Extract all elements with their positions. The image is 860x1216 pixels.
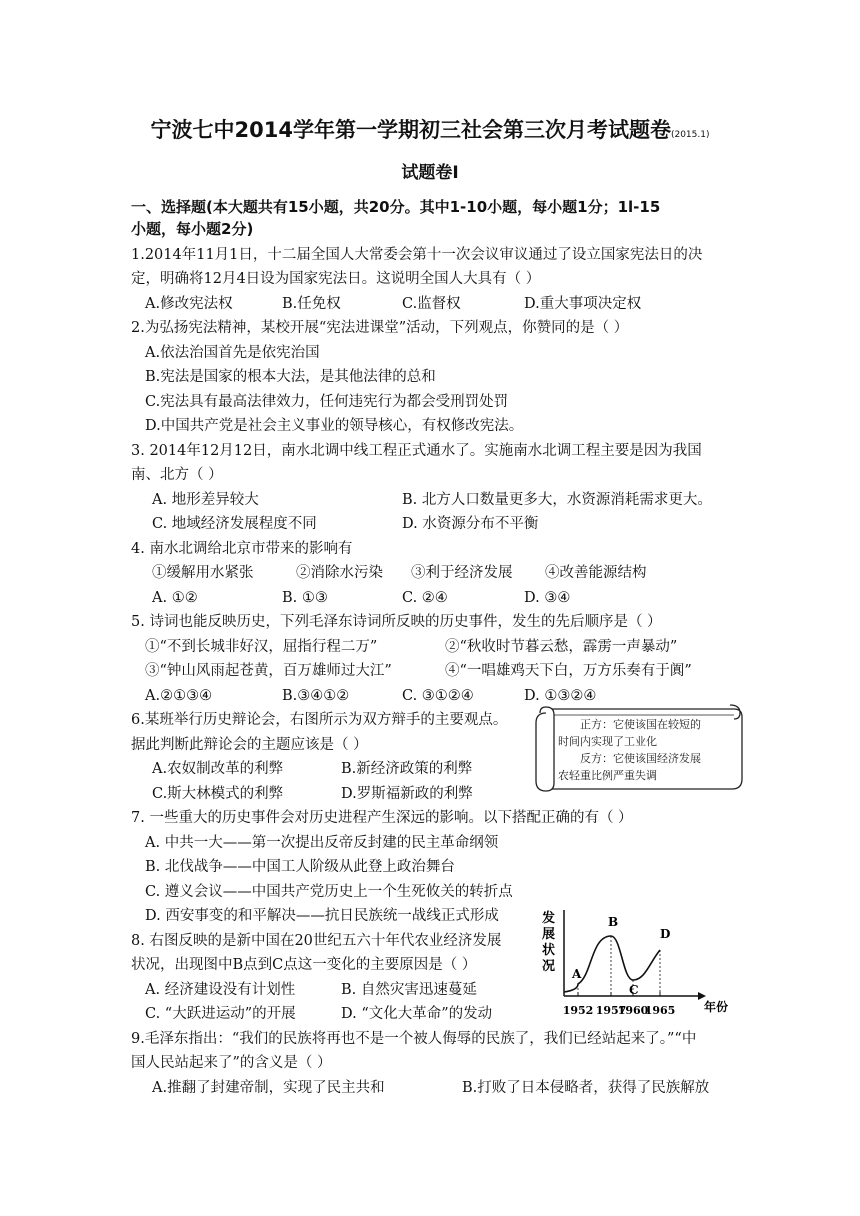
q5-option-a: A.②①③④ — [145, 688, 213, 704]
q4-item-2: ②消除水污染 — [296, 565, 383, 581]
q4-option-a: A. ①② — [152, 590, 198, 606]
q6-option-c: C.斯大林模式的利弊 — [152, 786, 284, 802]
q7-option-d: D. 西安事变的和平解决——抗日民族统一战线正式形成 — [145, 908, 499, 924]
q5-option-d: D. ①③②④ — [524, 688, 597, 704]
series-line — [564, 936, 660, 992]
agriculture-development-chart — [538, 906, 734, 1018]
q2-option-b: B.宪法是国家的根本大法，是其他法律的总和 — [145, 369, 436, 385]
paper-subtitle: 试题卷Ⅰ — [401, 163, 459, 183]
x-axis-label: 年份 — [704, 1000, 729, 1014]
q3-option-b: B. 北方人口数量更多大，水资源消耗需求更大。 — [402, 492, 712, 508]
q1-option-d: D.重大事项决定权 — [524, 296, 642, 312]
q8-option-b: B. 自然灾害迅速蔓延 — [341, 982, 477, 998]
q9-stem-line2: 国人民站起来了”的含义是（ ） — [131, 1055, 332, 1071]
x-axis-arrow — [698, 992, 706, 1000]
q4-option-c: C. ②④ — [402, 590, 448, 606]
q3-stem-line1: 3. 2014年12月12日，南水北调中线工程正式通水了。实施南水北调工程主要是因为我国 — [131, 443, 702, 459]
y-axis-char-2: 展 — [542, 927, 556, 942]
x-tick-label-1957: 1957 — [595, 1004, 627, 1017]
q4-option-b: B. ①③ — [282, 590, 328, 606]
point-label-B: B — [608, 915, 619, 929]
q9-stem-line1: 9.毛泽东指出：“我们的民族将再也不是一个被人侮辱的民族了，我们已经站起来了。”“中 — [131, 1031, 697, 1047]
q1-option-a: A.修改宪法权 — [145, 296, 233, 312]
exam-title-text: 宁波七中2014学年第一学期初三社会第三次月考试题卷 — [150, 118, 671, 142]
section-heading-line2: 小题，每小题2分) — [131, 220, 254, 238]
point-label-D: D — [660, 927, 671, 941]
q6-option-b: B.新经济政策的利弊 — [341, 761, 473, 777]
q6-stem-line1: 6.某班举行历史辩论会，右图所示为双方辩手的主要观点。 — [131, 712, 508, 728]
q8-option-c: C. “大跃进运动”的开展 — [145, 1006, 296, 1022]
q3-option-c: C. 地域经济发展程度不同 — [152, 516, 317, 532]
q6-stem-line2: 据此判断此辩论会的主题应该是（ ） — [131, 737, 368, 753]
scroll-line-3: 反方：它使该国经济发展 — [580, 752, 701, 765]
x-tick-label-1965: 1965 — [644, 1004, 676, 1017]
point-label-A: A — [572, 967, 582, 981]
q8-option-d: D. “文化大革命”的发动 — [341, 1006, 493, 1022]
q5-poem-1: ①“不到长城非好汉，屈指行程二万” — [145, 639, 378, 655]
q4-item-3: ③利于经济发展 — [411, 565, 513, 581]
q2-option-a: A.依法治国首先是依宪治国 — [145, 345, 320, 361]
q5-poem-2: ②“秋收时节暮云愁，霹雳一声暴动” — [445, 639, 678, 655]
q7-option-a: A. 中共一大——第一次提出反帝反封建的民主革命纲领 — [145, 835, 499, 851]
exam-title — [0, 116, 860, 149]
q3-option-a: A. 地形差异较大 — [152, 492, 259, 508]
q3-stem-line2: 南、北方（ ） — [131, 467, 223, 483]
y-axis-char-1: 发 — [542, 911, 556, 926]
q6-option-d: D.罗斯福新政的利弊 — [341, 786, 473, 802]
x-tick-label-1952: 1952 — [562, 1004, 594, 1017]
q3-option-d: D. 水资源分布不平衡 — [402, 516, 539, 532]
q2-option-c: C.宪法具有最高法律效力，任何违宪行为都会受刑罚处罚 — [145, 394, 509, 410]
q1-stem-line1: 1.2014年11月1日，十二届全国人大常委会第十一次会议审议通过了设立国家宪法日的决 — [131, 247, 703, 263]
q6-option-a: A.农奴制改革的利弊 — [152, 761, 284, 777]
q4-item-4: ④改善能源结构 — [545, 565, 647, 581]
q4-item-1: ①缓解用水紧张 — [152, 565, 254, 581]
q8-stem-line1: 8. 右图反映的是新中国在20世纪五六十年代农业经济发展 — [131, 933, 502, 949]
q1-option-b: B.任免权 — [282, 296, 341, 312]
point-label-C: C — [629, 983, 639, 997]
q7-option-c: C. 遵义会议——中国共产党历史上一个生死攸关的转折点 — [145, 884, 513, 900]
y-axis-char-3: 状 — [542, 943, 556, 958]
q5-option-b: B.③④①② — [282, 688, 350, 704]
q2-stem: 2.为弘扬宪法精神，某校开展“宪法进课堂”活动，下列观点，你赞同的是（ ） — [131, 320, 629, 336]
q1-stem-line2: 定，明确将12月4日设为国家宪法日。这说明全国人大具有（ ） — [131, 271, 541, 287]
q5-poem-3: ③“钟山风雨起苍黄，百万雄师过大江” — [145, 663, 392, 679]
scroll-line-4: 农轻重比例严重失调 — [558, 769, 657, 782]
q8-stem-line2: 状况，出现图中B点到C点这一变化的主要原因是（ ） — [131, 957, 477, 973]
section-heading-line1: 一、选择题(本大题共有15小题，共20分。其中1-10小题，每小题1分；1l-15 — [131, 198, 661, 216]
scroll-line-1: 正方：它使该国在较短的 — [580, 718, 701, 731]
q1-option-c: C.监督权 — [402, 296, 461, 312]
q2-option-d: D.中国共产党是社会主义事业的领导核心，有权修改宪法。 — [145, 418, 524, 434]
exam-date: (2015.1) — [670, 130, 710, 140]
q4-option-d: D. ③④ — [524, 590, 571, 606]
y-axis-char-4: 况 — [542, 959, 556, 974]
q7-option-b: B. 北伐战争——中国工人阶级从此登上政治舞台 — [145, 859, 455, 875]
q5-poem-4: ④“一唱雄鸡天下白，万方乐奏有于阗” — [445, 663, 692, 679]
q7-stem: 7. 一些重大的历史事件会对历史进程产生深远的影响。以下搭配正确的有（ ） — [131, 810, 633, 826]
q8-option-a: A. 经济建设没有计划性 — [145, 982, 296, 998]
y-axis-label — [541, 910, 555, 974]
q4-stem: 4. 南水北调给北京市带来的影响有 — [131, 541, 353, 557]
q5-stem: 5. 诗词也能反映历史，下列毛泽东诗词所反映的历史事件，发生的先后顺序是（ ） — [131, 614, 662, 630]
q9-option-a: A.推翻了封建帝制，实现了民主共和 — [152, 1080, 385, 1096]
x-tick-label-1960: 1960 — [617, 1004, 649, 1017]
scroll-line-2: 时间内实现了工业化 — [558, 735, 657, 748]
q9-option-b: B.打败了日本侵略者，获得了民族解放 — [462, 1080, 710, 1096]
q5-option-c: C. ③①②④ — [402, 688, 474, 704]
